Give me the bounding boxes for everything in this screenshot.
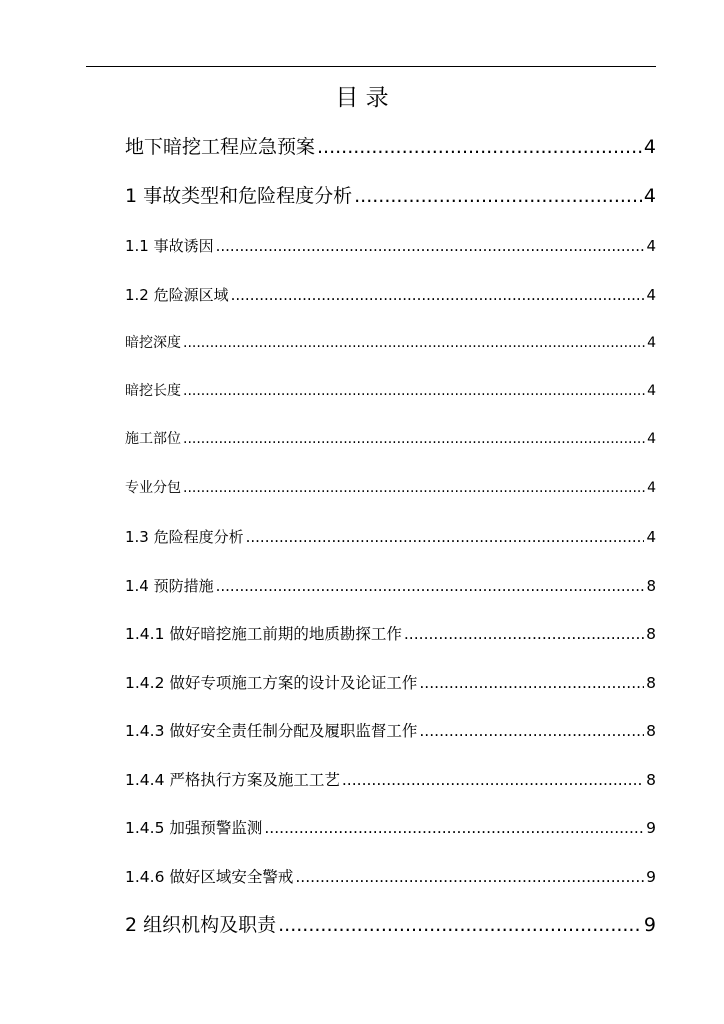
toc-entry-page: 8 [646,674,656,692]
toc-leader-dots [419,674,644,692]
toc-entry-page: 9 [646,868,656,886]
toc-leader-dots [354,185,642,207]
toc-entry-page: 4 [646,237,656,255]
toc-entry-page: 4 [647,431,656,447]
toc-entry-page: 4 [646,528,656,546]
toc-entry[interactable] [125,722,656,740]
toc-entry-page: 8 [646,722,656,740]
page-title: 目 录 [335,85,389,111]
toc-entry[interactable] [125,771,656,789]
toc-entry-label: 1.4.6 做好区域安全警戒 [125,868,294,886]
toc-entry-page: 9 [643,914,656,936]
toc-entry[interactable] [125,914,656,936]
toc-entry[interactable] [125,674,656,692]
toc-entry-label: 1.3 危险程度分析 [125,528,244,546]
toc-entry[interactable] [125,431,656,448]
toc-entry[interactable] [125,819,656,837]
toc-leader-dots [231,286,645,304]
toc-entry[interactable] [125,286,656,304]
toc-entry[interactable] [125,868,656,886]
toc-entry-label: 1.1 事故诱因 [125,237,214,255]
toc-entry-label: 2 组织机构及职责 [125,914,277,936]
toc-entry[interactable] [125,335,656,352]
toc-leader-dots [216,577,645,595]
toc-entry-page: 4 [646,286,656,304]
toc-entry-page: 8 [646,771,656,789]
toc-entry-label: 1.2 危险源区域 [125,286,229,304]
toc-leader-dots [278,914,642,936]
toc-entry-page: 9 [646,819,656,837]
toc-leader-dots [183,431,645,448]
toc-entry[interactable] [125,185,656,207]
toc-entry[interactable] [125,528,656,546]
toc-entry-label: 暗挖长度 [125,383,181,399]
header-rule [86,66,656,67]
toc-entry[interactable] [125,237,656,255]
toc-entry-page: 8 [646,577,656,595]
toc-leader-dots [342,771,644,789]
toc-entry-label: 1.4.1 做好暗挖施工前期的地质勘探工作 [125,625,402,643]
toc-entry[interactable] [125,577,656,595]
toc-entry-page: 4 [647,335,656,351]
toc-entry-page: 4 [647,383,656,399]
toc-entry-label: 1.4.4 严格执行方案及施工工艺 [125,771,340,789]
toc-entry[interactable] [125,383,656,400]
toc-entry-label: 地下暗挖工程应急预案 [125,136,316,158]
toc-entry-label: 1.4.3 做好安全责任制分配及履职监督工作 [125,722,418,740]
toc-entry[interactable] [125,480,656,497]
toc-entry-label: 1.4.2 做好专项施工方案的设计及论证工作 [125,674,418,692]
toc-entry-label: 1.4 预防措施 [125,577,214,595]
toc-entry-label: 专业分包 [125,480,181,496]
toc-leader-dots [317,136,642,158]
toc-leader-dots [419,722,644,740]
toc-entry-page: 4 [647,480,656,496]
toc-entry-label: 1 事故类型和危险程度分析 [125,185,353,207]
toc-entry[interactable] [125,625,656,643]
toc-entry-label: 1.4.5 加强预警监测 [125,819,263,837]
toc-entry-label: 暗挖深度 [125,335,181,351]
toc-leader-dots [295,868,644,886]
toc-entry-page: 8 [646,625,656,643]
toc-entry-page: 4 [643,185,656,207]
toc-entry-label: 施工部位 [125,431,181,447]
toc-leader-dots [404,625,644,643]
toc-leader-dots [183,335,645,352]
toc-leader-dots [246,528,645,546]
toc-leader-dots [183,480,645,497]
toc-leader-dots [216,237,645,255]
toc-leader-dots [183,383,645,400]
toc-entry[interactable] [125,136,656,158]
toc-entry-page: 4 [643,136,656,158]
toc-leader-dots [264,819,644,837]
